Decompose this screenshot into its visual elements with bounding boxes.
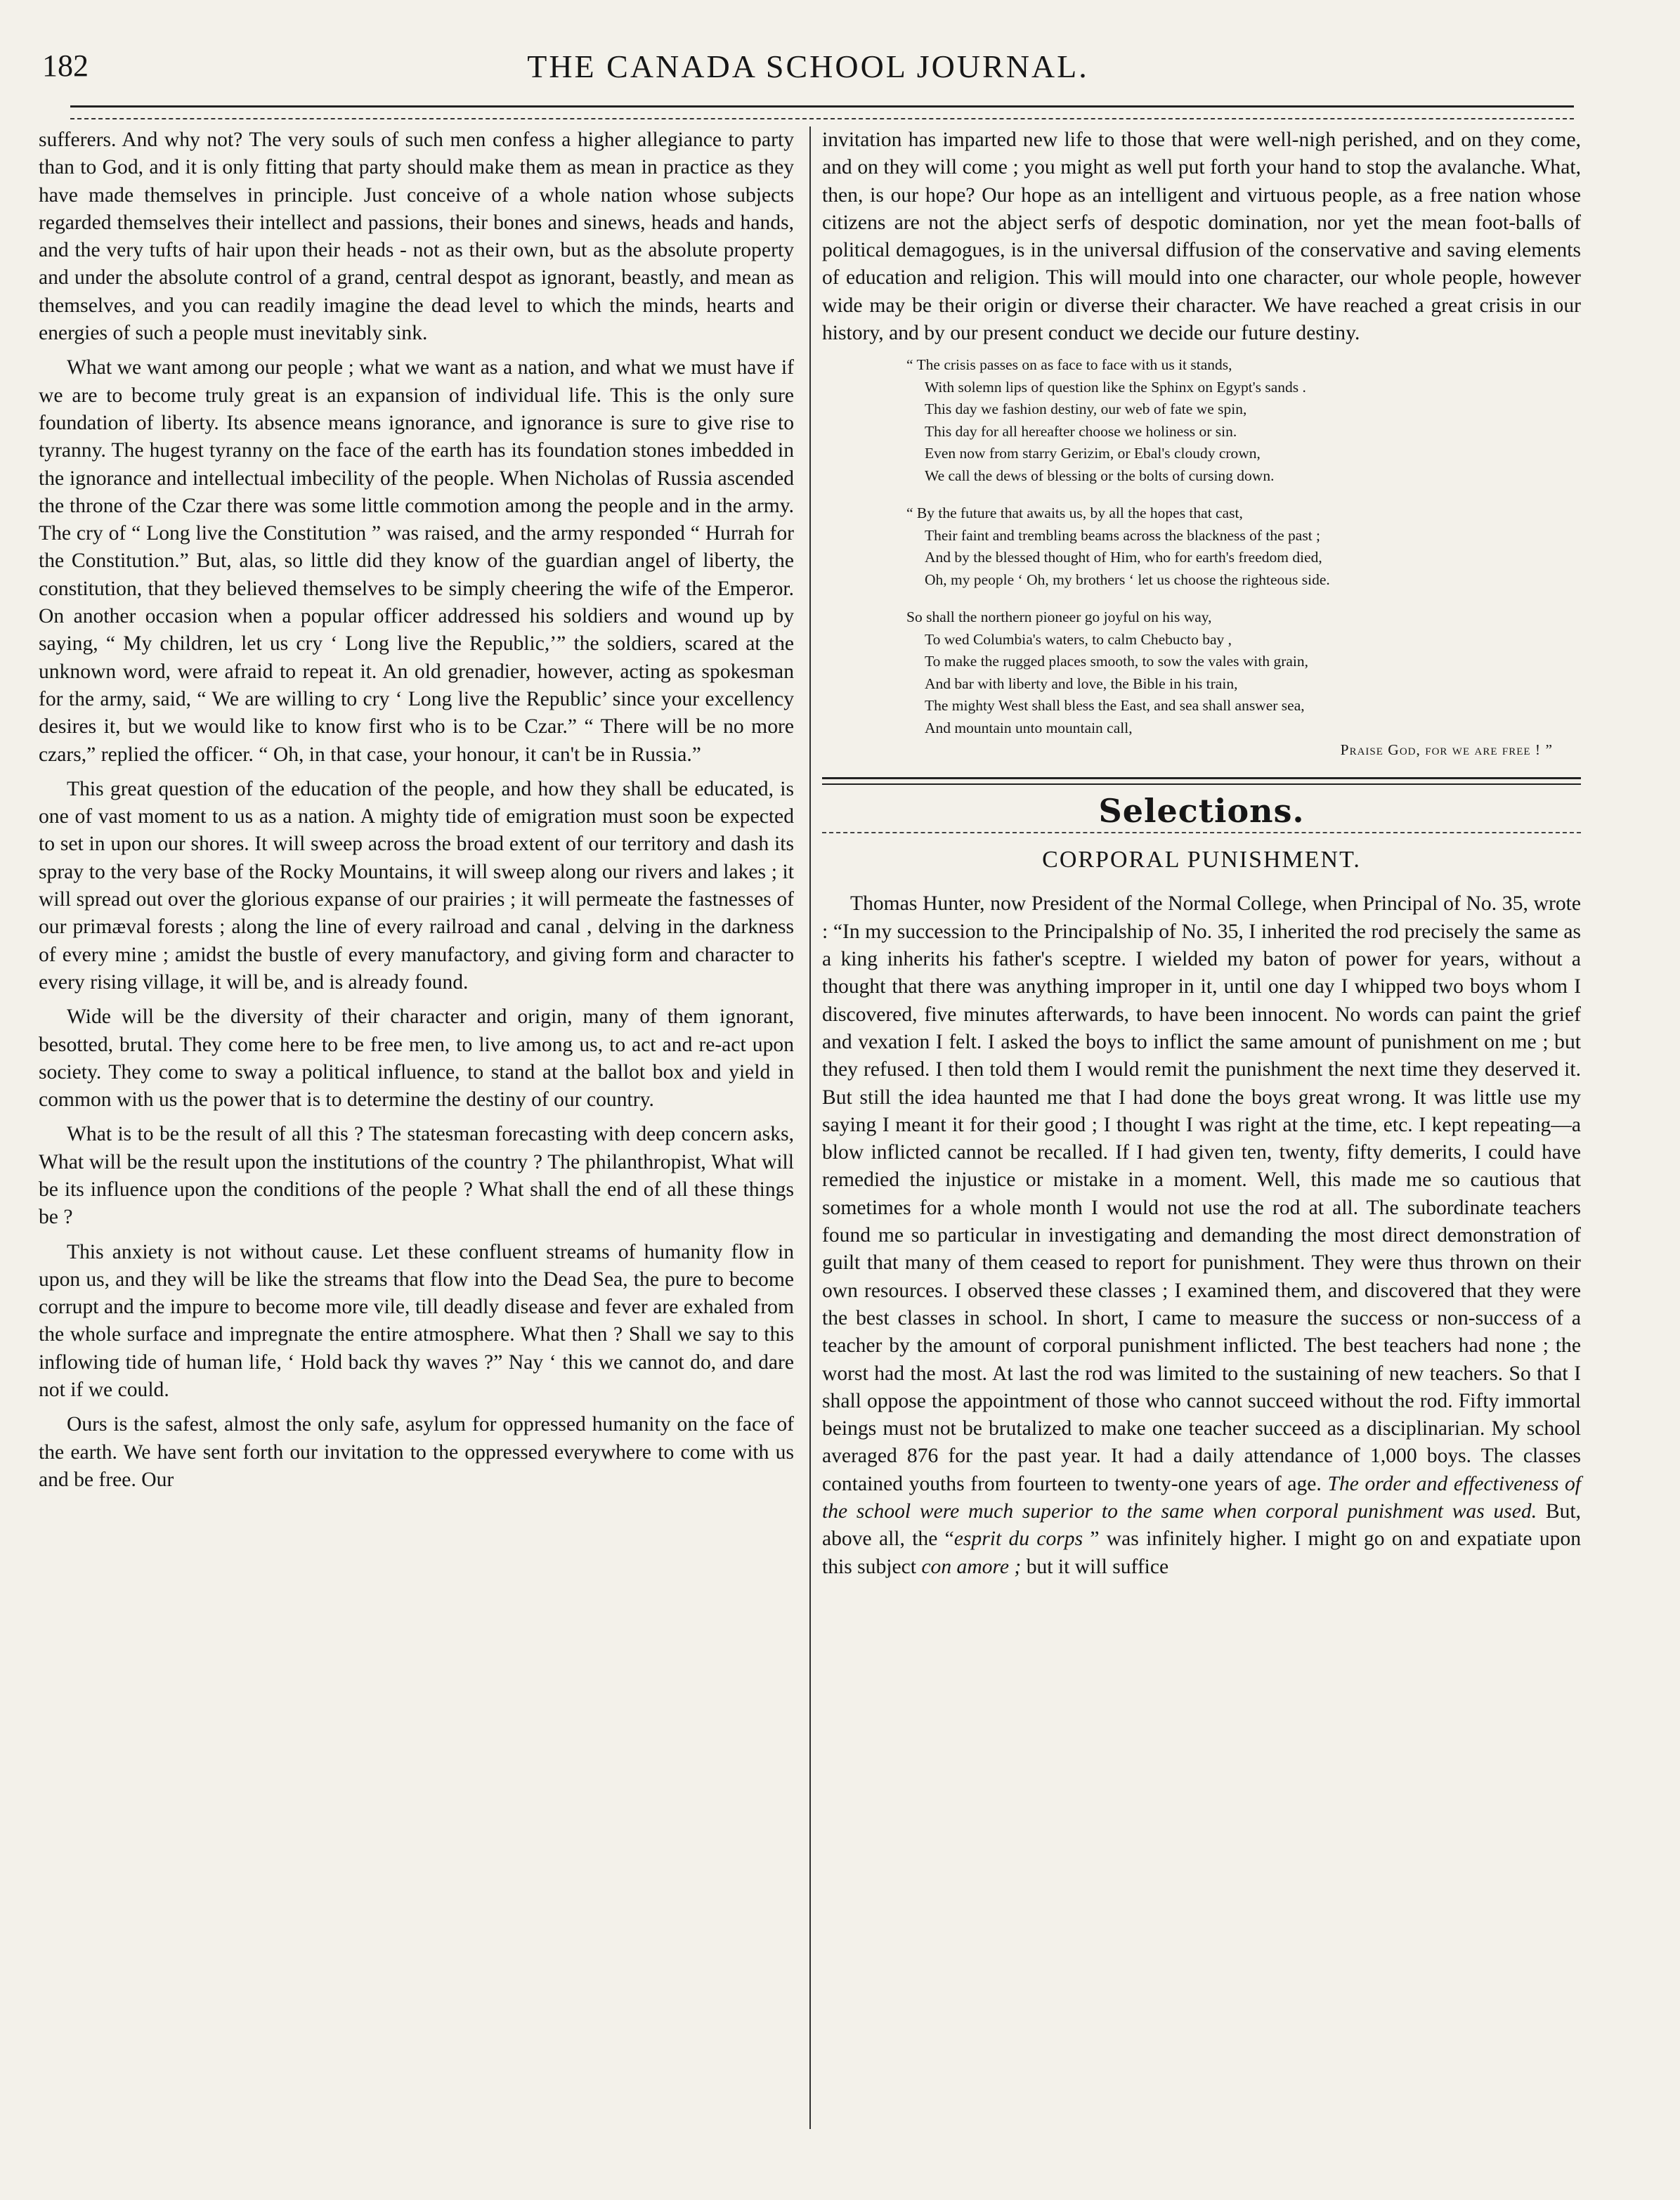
article-italic-text: con amore ; (921, 1555, 1022, 1578)
poem-stanza (906, 354, 1581, 487)
header-rule (70, 105, 1574, 108)
paragraph: This anxiety is not without cause. Let these confluent streams of humanity flow in upon us, and they will be like the streams that flow into the Dead Sea, the pure to become corrupt and the impure to become more vile, till deadly disease and fever are exhaled from the whole surface and impregnate the entire atmosphere. What then ? Shall we say to this inflowing tide of human life, ‘ Hold back thy waves ?” Nay ‘ this we cannot do, and dare not if we could. (39, 1240, 794, 1402)
poem-line: And bar with liberty and love, the Bible in his train, (925, 675, 1238, 692)
article-text: but it will suffice (1021, 1555, 1169, 1578)
article-text: ” was infinitely higher. I might go on and expatiate upon this subject (822, 1528, 1582, 1578)
poem-signature: Praise God, for we are free ! ” (1340, 741, 1553, 759)
article-text: But, above all, the “ (822, 1500, 1581, 1551)
poem-line: Even now from starry Gerizim, or Ebal's cloudy crown, (925, 445, 1261, 462)
article-italic-text: esprit du corps (953, 1528, 1083, 1551)
article-title: CORPORAL PUNISHMENT. (1042, 847, 1361, 873)
poem-line: “ By the future that awaits us, by all the hopes that cast, (906, 505, 1243, 522)
article-text: Thomas Hunter, now President of the Normal College, when Principal of No. 35, wrote : “In my succession to the Principalship of No. 35, I inherited the rod precisely the same as a king inherits his father's sceptre. I wielded my baton of power for years, without a thought that there was anything improper in it, until one day I whipped two boys whom I discovered, five minutes afterwards, to have been innocent. No words can paint the grief and vexation I felt. I asked the boys to inflict the same amount of punishment on me ; but they refused. I then told them I would remit the punishment the next time they deserved it. But still the idea haunted me that I had done the boys great wrong. It was little use my saying I meant it for their good ; I thought I was right at the time, etc. I kept repeating—a blow inflicted cannot be recalled. If I had given ten, twenty, fifty demerits, I could have remedied the injustice or mistake in a moment. Well, this made me so cautious that sometimes for a whole month I would not use the rod at all. The subordinate teachers found me so particular in investigating and demanding the most direct demonstration of guilt that many of them ceased to report for punishment. They were thus thrown on their own resources. I observed these classes ; I examined them, and discovered that they were the best classes in school. In short, I came to measure the success or non-success of a teacher by the amount of corporal punishment inflicted. The best teachers had none ; the worst had the most. At last the rod was limited to the sustaining of new teachers. So that I shall oppose the appointment of those who cannot succeed without the rod. Fifty immortal beings must not be brutalized to make one teacher succeed as a disciplinarian. My school averaged 876 for the past year. It had a daily attendance of 1,000 boys. The classes contained youths from fourteen to twenty-one years of age. (822, 892, 1581, 1495)
poem-line: And mountain unto mountain call, (925, 719, 1133, 736)
journal-title: THE CANADA SCHOOL JOURNAL. (527, 48, 1089, 84)
header-rule-dashed (70, 118, 1574, 119)
poem-line: So shall the northern pioneer go joyful on his way, (906, 608, 1212, 626)
poem-line: Oh, my people ‘ Oh, my brothers ‘ let us choose the righteous side. (925, 571, 1330, 588)
section-rule (822, 783, 1581, 785)
column-divider (809, 126, 811, 2129)
poem-line: We call the dews of blessing or the bolts of cursing down. (925, 467, 1275, 484)
poem-line: The mighty West shall bless the East, and sea shall answer sea, (925, 697, 1305, 715)
poem-line: With solemn lips of question like the Sphinx on Egypt's sands . (925, 378, 1306, 396)
paragraph: Ours is the safest, almost the only safe, asylum for oppressed humanity on the face of the earth. We have sent forth our invitation to the oppressed everywhere to come with us and be free. Our (39, 1413, 794, 1491)
article-paragraph (822, 890, 1581, 1580)
poem-line: “ The crisis passes on as face to face with us it stands, (906, 356, 1232, 374)
page-number: 182 (42, 48, 89, 83)
paragraph: invitation has imparted new life to those that were well-nigh perished, and on they come, and on they will come ; you might as well put forth your hand to stop the avalanche. What, then, is our hope? Our hope as an intelligent and virtuous people, as a free nation whose citizens are not the abject serfs of despotic domination, nor yet the mean foot-balls of political demagogues, is in the universal diffusion of the conservative and saving elements of education and religion. This will mould into one character, our whole people, however wide may be their origin or diverse their character. We have reached a great crisis in our history, and by our present conduct we decide our future destiny. (822, 129, 1581, 345)
poem-line: Their faint and trembling beams across the blackness of the past ; (925, 526, 1321, 544)
paragraph: Wide will be the diversity of their character and origin, many of them ignorant, besotted, brutal. They come here to be free men, to live among us, to act and re-act upon society. They come to sway a political influence, to stand at the ballot box and yield in common with us the power that is to determine the destiny of our country. (39, 1005, 794, 1112)
poem-line: To wed Columbia's waters, to calm Chebucto bay , (925, 630, 1232, 648)
poem-line: And by the blessed thought of Him, who for earth's freedom died, (925, 549, 1322, 566)
section-heading: Selections. (1098, 791, 1305, 830)
right-column (822, 126, 1581, 2136)
page-header (42, 48, 1574, 97)
section-rule-dashed (822, 832, 1581, 833)
left-column (39, 126, 794, 2136)
poem-line: This day we fashion destiny, our web of fate we spin, (925, 401, 1247, 418)
paragraph: What we want among our people ; what we want as a nation, and what we must have if we are to become truly great is an expansion of individual life. This is the only sure foundation of liberty. Its absence means ignorance, and ignorance is sure to give rise to tyranny. The hugest tyranny on the face of the earth has its foundation stones imbedded in the ignorance and intellectual imbecility of the people. When Nicholas of Russia ascended the throne of the Czar there was some little commotion among the people and in the army. The cry of “ Long live the Constitution ” was raised, and the army responded “ Hurrah for the Constitution.” But, alas, so little did they know of the guardian angel of liberty, the constitution, that they believed themselves to be simply cheering the wife of the Emperor. On another occasion when a popular officer addressed his soldiers and wound up by saying, “ My children, let us cry ‘ Long live the Republic,’” the soldiers, scared at the unknown word, were afraid to repeat it. An old grenadier, however, acting as spokesman for the army, said, “ We are willing to cry ‘ Long live the Republic’ since your excellency desires it, but we would like to know first who is to be Czar.” “ There will be no more czars,” replied the officer. “ Oh, in that case, your honour, it can't be in Russia.” (39, 356, 794, 766)
poem-line: To make the rugged places smooth, to sow the vales with grain, (925, 653, 1309, 670)
poem-stanza (906, 606, 1581, 762)
poem-stanza (906, 502, 1581, 591)
article-italic-text: The order and effectiveness of the school were much superior to the same when corporal punishment was used. (822, 1472, 1581, 1523)
paragraph: What is to be the result of all this ? The statesman forecasting with deep concern asks, What will be the result upon the institutions of the country ? The philanthropist, What will be its influence upon the conditions of the people ? What shall the end of all these things be ? (39, 1123, 794, 1229)
poem-line: This day for all hereafter choose we holiness or sin. (925, 422, 1237, 440)
section-rule (822, 777, 1581, 779)
paragraph: This great question of the education of the people, and how they shall be educated, is one of vast moment to us as a nation. A mighty tide of emigration must soon be expected to set in upon our shores. It will sweep across the broad extent of our territory and dash its spray to the very base of the Rocky Mountains, it will sweep along our rivers and lakes ; it will spread out over the glorious expanse of our prairies ; it will permeate the fastnesses of our primæval forests ; along the line of every railroad and canal , delving in the darkness of every mine ; amidst the bustle of every manufactory, and giving form and character to every rising village, it will be, and is already found. (39, 777, 794, 994)
paragraph: sufferers. And why not? The very souls of such men confess a higher allegiance to party than to God, and it is only fitting that party should make them as mean in practice as they have made themselves in principle. Just conceive of a whole nation whose subjects regarded themselves their intellect and passions, their bones and sinews, heads and hands, and the very tufts of hair upon their heads - not as their own, but as the absolute property and under the absolute control of a grand, central despot as ignorant, beastly, and mean as themselves, and you can readily imagine the dead level to which the minds, hearts and energies of such a people must inevitably sink. (39, 129, 794, 345)
poem-quote (906, 354, 1581, 762)
